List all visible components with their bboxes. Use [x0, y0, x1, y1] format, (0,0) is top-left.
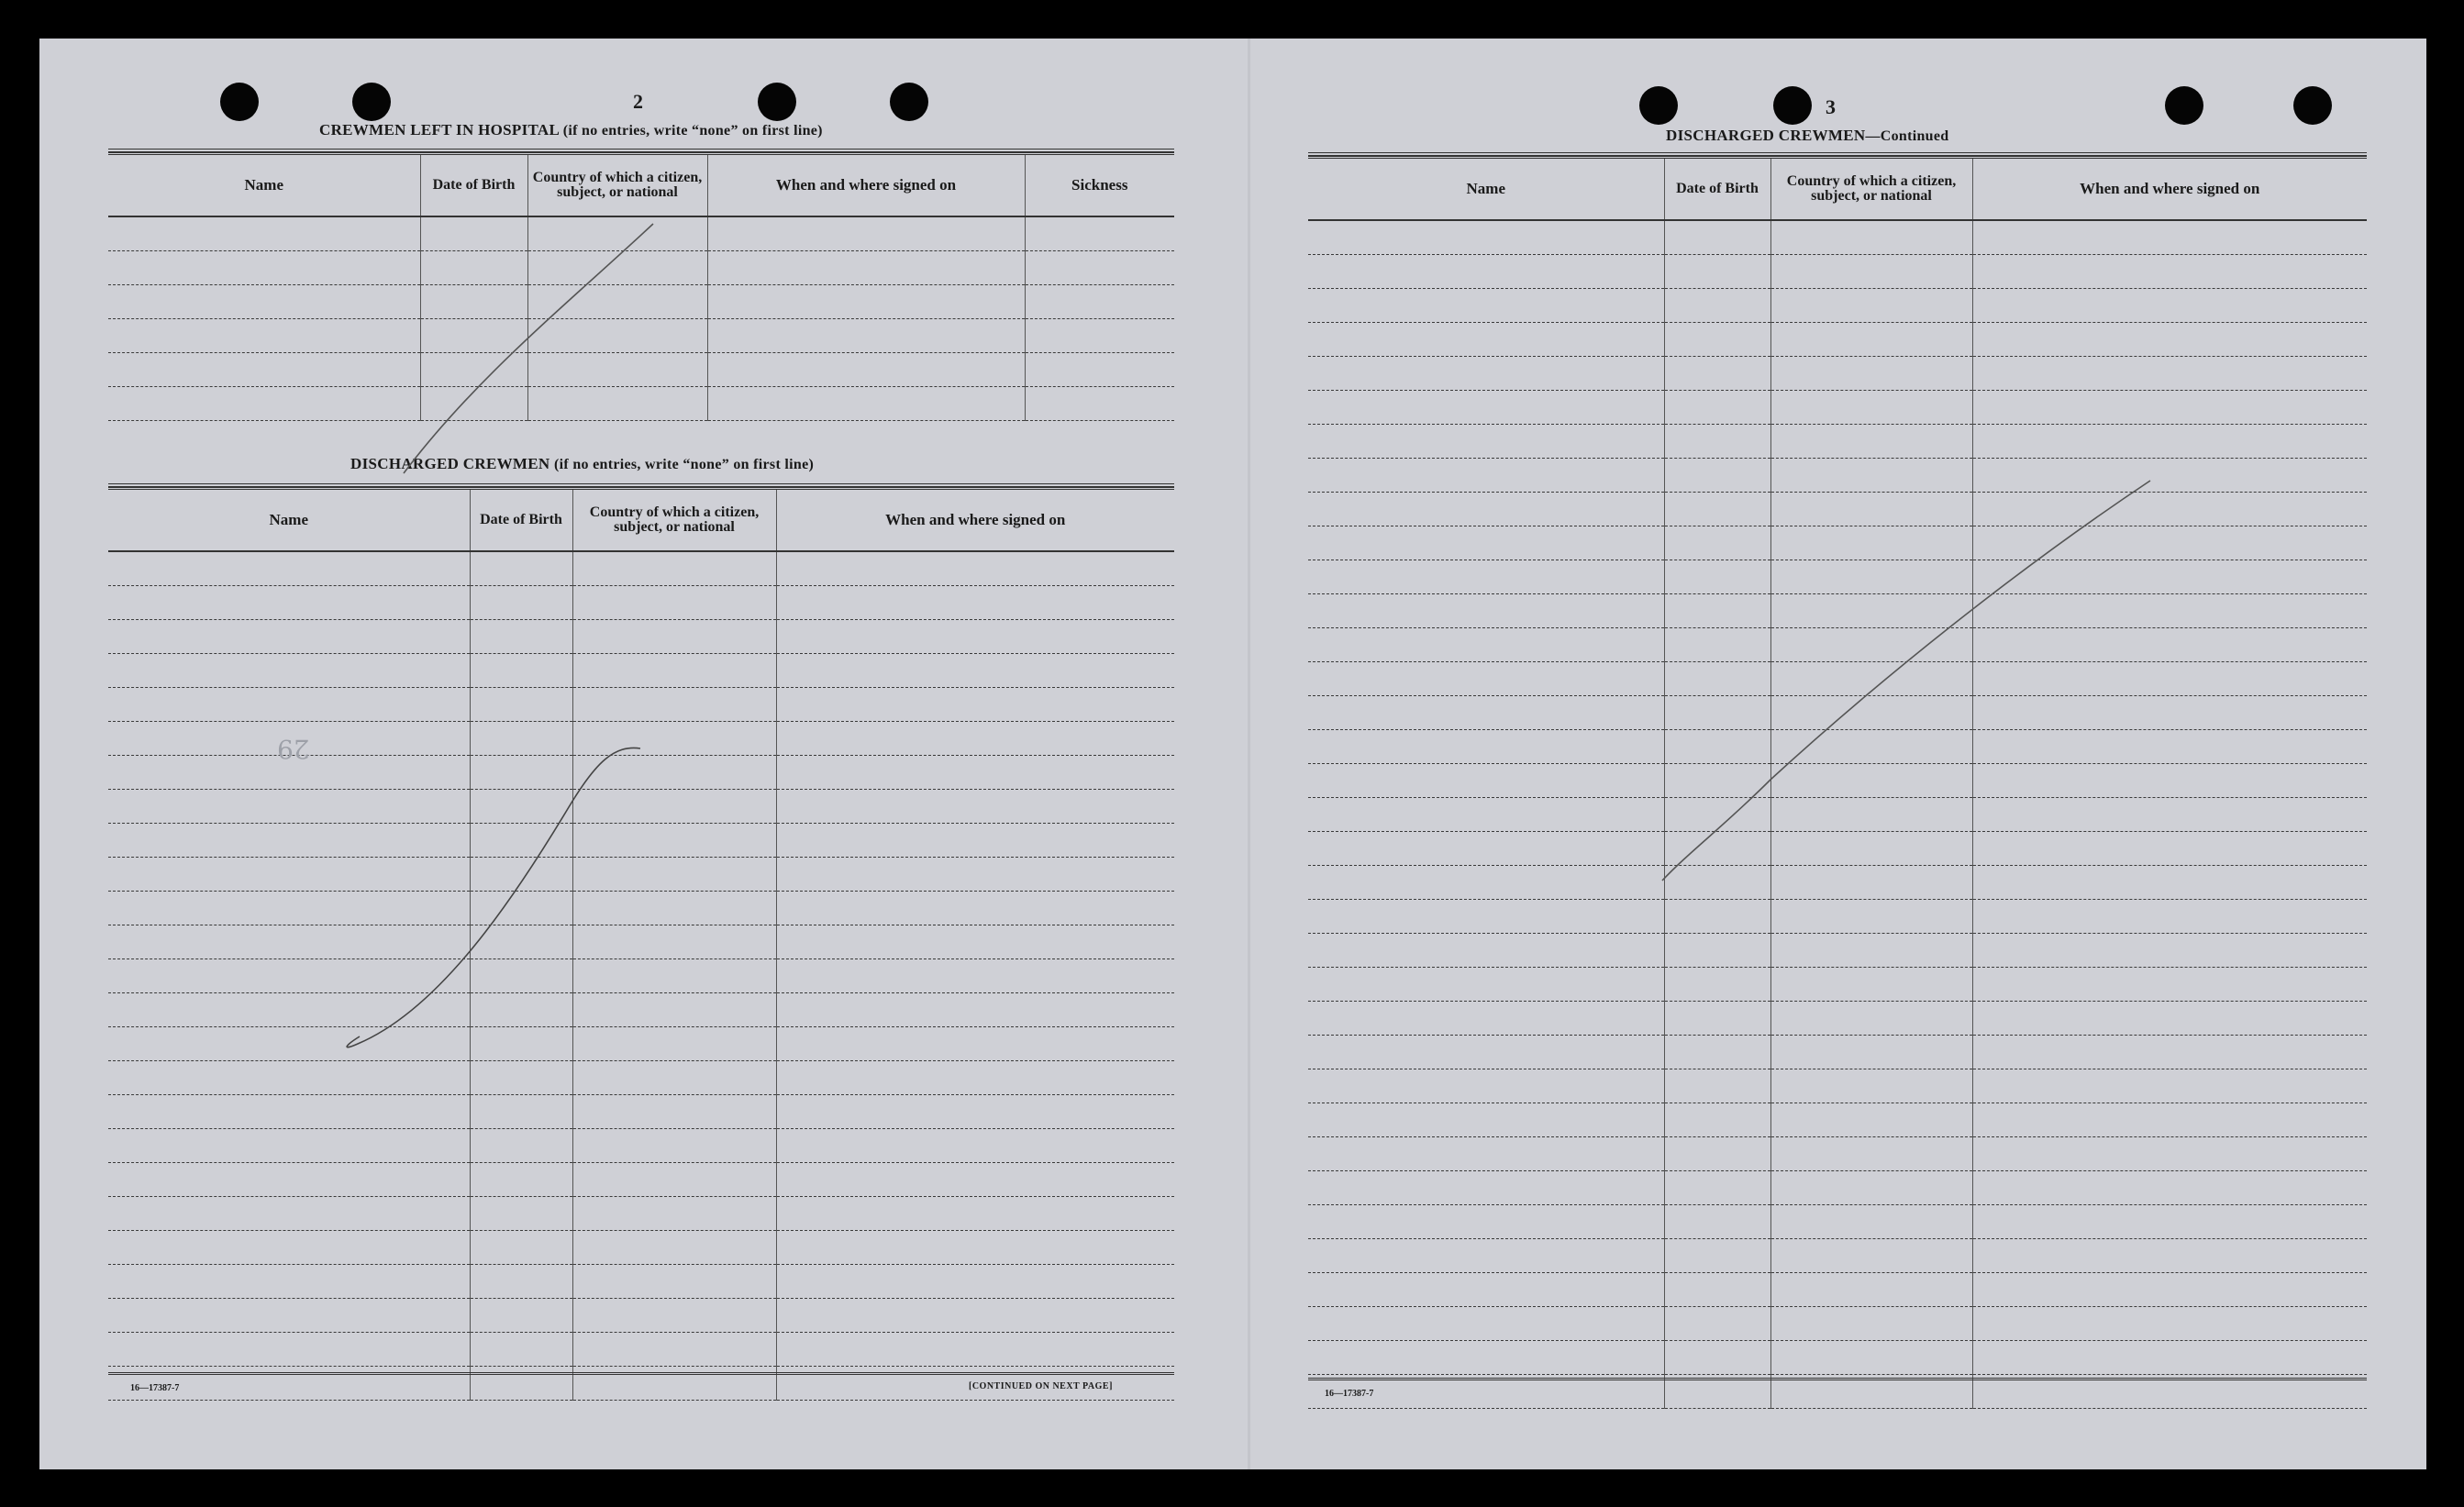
- col-name: Name: [108, 489, 470, 552]
- col-date-of-birth: Date of Birth: [470, 489, 572, 552]
- page-number-right: 3: [1826, 95, 1836, 118]
- form-number-right: 16—17387-7: [1325, 1389, 1374, 1399]
- col-name: Name: [1308, 158, 1664, 221]
- col-date-of-birth: Date of Birth: [1664, 158, 1770, 221]
- discharged-title-text: DISCHARGED CREWMEN: [350, 455, 550, 472]
- hospital-title-text: CREWMEN LEFT IN HOSPITAL: [319, 121, 560, 139]
- strike-line-hospital: [404, 224, 653, 473]
- faded-stamp: 29: [277, 734, 310, 764]
- page-number-left: 2: [633, 90, 643, 113]
- discharged-title-text-right: DISCHARGED CREWMEN: [1666, 127, 1866, 144]
- discharged-title-suffix: —Continued: [1865, 128, 1949, 144]
- continued-note: [CONTINUED ON NEXT PAGE]: [969, 1381, 1113, 1391]
- col-sickness: Sickness: [1025, 154, 1174, 217]
- strike-line-discharged-right: [1662, 481, 2150, 881]
- hospital-title-note: (if no entries, write “none” on first line): [562, 123, 823, 139]
- col-country: Country of which a citizen, subject, or national: [527, 154, 707, 217]
- col-name: Name: [108, 154, 420, 217]
- col-date-of-birth: Date of Birth: [420, 154, 527, 217]
- col-country: Country of which a citizen, subject, or national: [572, 489, 776, 552]
- discharged-title-note: (if no entries, write “none” on first line): [554, 457, 815, 472]
- col-signed-on: When and where signed on: [707, 154, 1025, 217]
- form-number-left: 16—17387-7: [130, 1383, 180, 1393]
- col-country: Country of which a citizen, subject, or national: [1770, 158, 1972, 221]
- strike-line-discharged-left: [347, 748, 640, 1047]
- col-signed-on: When and where signed on: [776, 489, 1174, 552]
- col-signed-on: When and where signed on: [1972, 158, 2367, 221]
